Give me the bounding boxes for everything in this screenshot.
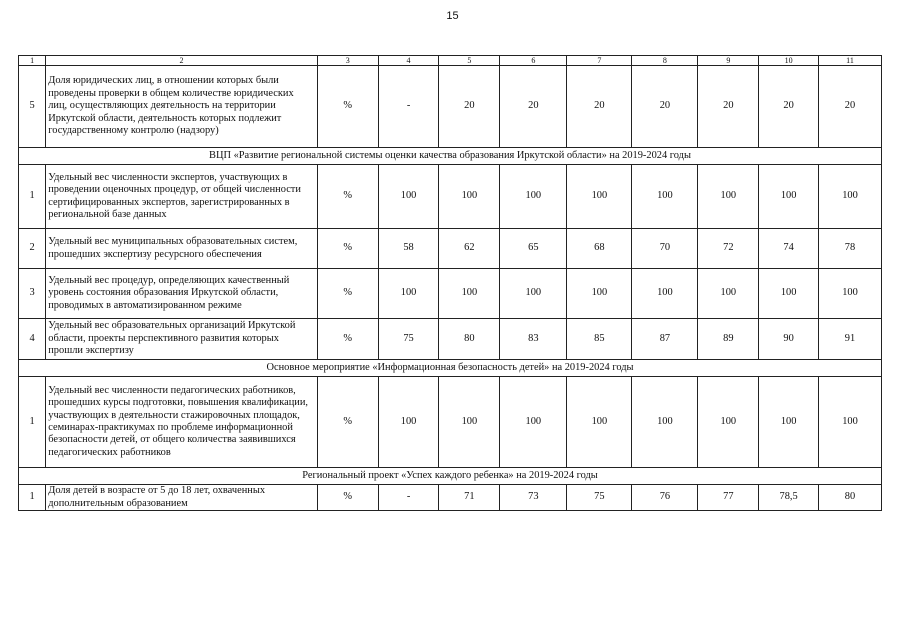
value-cell: 100	[439, 377, 500, 468]
value-cell: 62	[439, 229, 500, 269]
column-number: 1	[19, 56, 46, 66]
unit-cell: %	[317, 66, 378, 148]
value-cell: 87	[632, 319, 698, 360]
value-cell: 100	[378, 165, 439, 229]
row-number: 1	[19, 485, 46, 511]
value-cell: 100	[759, 269, 819, 319]
table-row	[19, 165, 882, 229]
page-number: 15	[446, 10, 459, 22]
value-cell: 89	[698, 319, 759, 360]
section-title: ВЦП «Развитие региональной системы оценки качества образования Иркутской области» на 2019-2024 годы	[19, 148, 882, 165]
value-cell: 20	[698, 66, 759, 148]
section-title: Основное мероприятие «Информационная безопасность детей» на 2019-2024 годы	[19, 360, 882, 377]
column-number: 3	[317, 56, 378, 66]
unit-cell: %	[317, 319, 378, 360]
indicator-name: Удельный вес численности педагогических работников, прошедших курсы подготовки, повышения квалификации, участвующих в деятельности стажировочных площадок, семинарах-практикумах по проблеме информационной безопасности детей, от общего количества заявившихся педагогических работников	[46, 377, 318, 468]
value-cell: 80	[439, 319, 500, 360]
value-cell: 20	[819, 66, 882, 148]
table-row	[19, 269, 882, 319]
value-cell: 20	[632, 66, 698, 148]
column-number-header	[19, 56, 882, 66]
value-cell: 100	[567, 269, 632, 319]
value-cell: 100	[632, 377, 698, 468]
column-number: 6	[500, 56, 567, 66]
value-cell: 80	[819, 485, 882, 511]
unit-cell: %	[317, 165, 378, 229]
value-cell: 76	[632, 485, 698, 511]
row-number: 3	[19, 269, 46, 319]
value-cell: 100	[632, 269, 698, 319]
unit-cell: %	[317, 485, 378, 511]
value-cell: 100	[819, 165, 882, 229]
value-cell: 100	[632, 165, 698, 229]
value-cell: 75	[378, 319, 439, 360]
value-cell: 70	[632, 229, 698, 269]
value-cell: 90	[759, 319, 819, 360]
indicator-name: Удельный вес численности экспертов, участвующих в проведении оценочных процедур, от общей численности сертифицированных экспертов, зарегистрированных в региональной базе данных	[46, 165, 318, 229]
value-cell: 100	[819, 269, 882, 319]
section-header-row	[19, 360, 882, 377]
value-cell: 78,5	[759, 485, 819, 511]
value-cell: 100	[378, 377, 439, 468]
row-number: 4	[19, 319, 46, 360]
value-cell: 100	[698, 377, 759, 468]
value-cell: 100	[698, 165, 759, 229]
value-cell: -	[378, 66, 439, 148]
value-cell: 73	[500, 485, 567, 511]
column-number: 9	[698, 56, 759, 66]
column-number: 7	[567, 56, 632, 66]
value-cell: 20	[567, 66, 632, 148]
value-cell: 77	[698, 485, 759, 511]
indicator-name: Удельный вес процедур, определяющих качественный уровень состояния образования Иркутской области, проводимых в автоматизированном режиме	[46, 269, 318, 319]
unit-cell: %	[317, 377, 378, 468]
value-cell: 100	[500, 269, 567, 319]
unit-cell: %	[317, 269, 378, 319]
table-row	[19, 377, 882, 468]
indicators-table	[18, 55, 882, 511]
value-cell: 100	[567, 377, 632, 468]
value-cell: 78	[819, 229, 882, 269]
value-cell: 100	[500, 377, 567, 468]
value-cell: 100	[698, 269, 759, 319]
value-cell: 91	[819, 319, 882, 360]
column-number: 4	[378, 56, 439, 66]
indicator-name: Доля юридических лиц, в отношении которых были проведены проверки в общем количестве юридических лиц, осуществляющих деятельность на территории Иркутской области, деятельность которых подлежит государственному контролю (надзору)	[46, 66, 318, 148]
section-header-row	[19, 148, 882, 165]
row-number: 2	[19, 229, 46, 269]
indicator-name: Удельный вес муниципальных образовательных систем, прошедших экспертизу ресурсного обеспечения	[46, 229, 318, 269]
value-cell: 100	[500, 165, 567, 229]
row-number: 1	[19, 377, 46, 468]
row-number: 1	[19, 165, 46, 229]
value-cell: 65	[500, 229, 567, 269]
column-number: 10	[759, 56, 819, 66]
value-cell: 100	[378, 269, 439, 319]
column-number: 11	[819, 56, 882, 66]
value-cell: 75	[567, 485, 632, 511]
value-cell: 83	[500, 319, 567, 360]
value-cell: 20	[759, 66, 819, 148]
unit-cell: %	[317, 229, 378, 269]
column-number: 5	[439, 56, 500, 66]
table-row	[19, 319, 882, 360]
row-number: 5	[19, 66, 46, 148]
column-number: 2	[46, 56, 318, 66]
value-cell: 85	[567, 319, 632, 360]
value-cell: 100	[759, 377, 819, 468]
value-cell: 68	[567, 229, 632, 269]
value-cell: 72	[698, 229, 759, 269]
value-cell: 100	[759, 165, 819, 229]
indicator-name: Доля детей в возрасте от 5 до 18 лет, охваченных дополнительным образованием	[46, 485, 318, 511]
value-cell: 100	[819, 377, 882, 468]
value-cell: 20	[439, 66, 500, 148]
value-cell: 20	[500, 66, 567, 148]
value-cell: 100	[439, 165, 500, 229]
value-cell: 58	[378, 229, 439, 269]
table-row	[19, 229, 882, 269]
table-row	[19, 485, 882, 511]
table-row	[19, 66, 882, 148]
value-cell: 71	[439, 485, 500, 511]
value-cell: -	[378, 485, 439, 511]
value-cell: 74	[759, 229, 819, 269]
value-cell: 100	[439, 269, 500, 319]
column-number: 8	[632, 56, 698, 66]
table-body	[19, 56, 882, 511]
indicator-name: Удельный вес образовательных организаций Иркутской области, проекты перспективного развития которых прошли экспертизу	[46, 319, 318, 360]
section-title: Региональный проект «Успех каждого ребенка» на 2019-2024 годы	[19, 468, 882, 485]
value-cell: 100	[567, 165, 632, 229]
section-header-row	[19, 468, 882, 485]
